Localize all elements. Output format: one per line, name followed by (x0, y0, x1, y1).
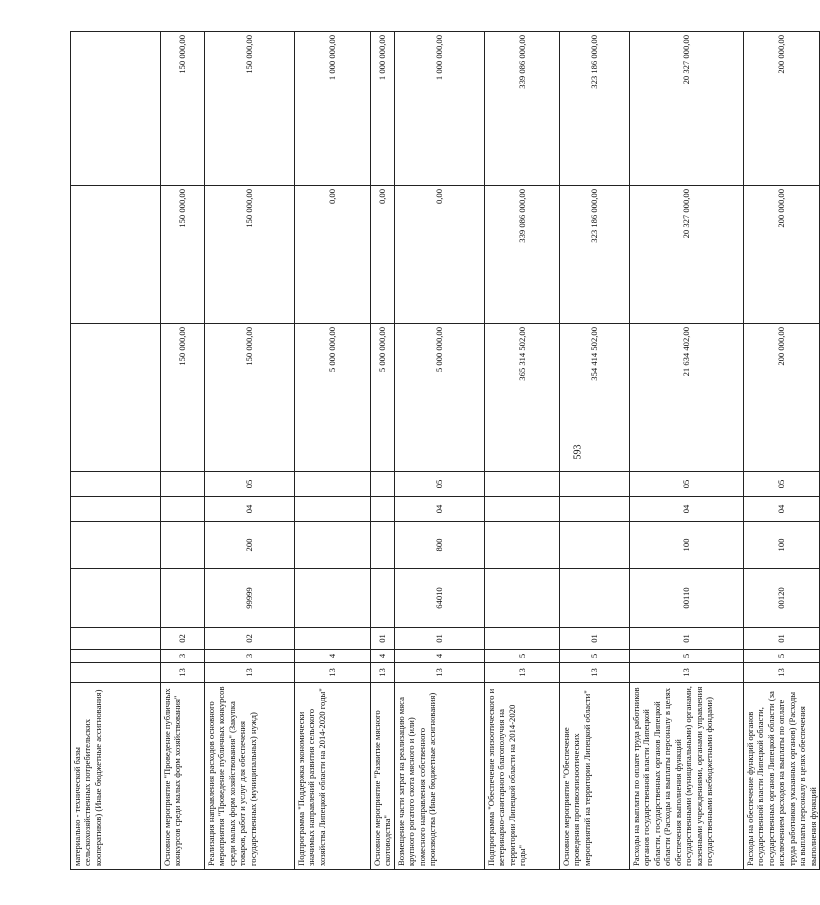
code-subsection: 05 (394, 472, 484, 497)
amount-year-2: 150 000,00 (161, 186, 205, 324)
code-event: 01 (743, 628, 819, 650)
code-section (295, 497, 371, 522)
code-subsection (71, 472, 161, 497)
amount-year-2: 150 000,00 (205, 186, 295, 324)
amount-year-3: 323 186 000,00 (559, 32, 629, 186)
table-row (71, 32, 161, 870)
amount-year-3: 20 327 000,00 (629, 32, 743, 186)
code-subsection (295, 472, 371, 497)
amount-year-1: 150 000,00 (205, 324, 295, 472)
amount-year-3: 1 000 000,00 (394, 32, 484, 186)
table-row (394, 32, 484, 870)
code-section: 04 (743, 497, 819, 522)
table-row (371, 32, 395, 870)
code-subsection: 05 (205, 472, 295, 497)
code-direction: 99999 (205, 569, 295, 628)
code-admin: 13 (394, 663, 484, 683)
amount-year-2: 0,00 (394, 186, 484, 324)
code-admin: 13 (161, 663, 205, 683)
code-event (484, 628, 559, 650)
code-subprogram: 3 (205, 650, 295, 663)
amount-year-2: 200 000,00 (743, 186, 819, 324)
code-direction: 64010 (394, 569, 484, 628)
amount-year-1: 5 000 000,00 (295, 324, 371, 472)
code-event: 01 (394, 628, 484, 650)
row-description: Расходы на выплаты по оплате труда работников органов государственной власти Липецкой области, государственных органов Липецкой области (Расходы на выплаты персоналу в целях обеспечения выполнения функций государственными (муниципальными) органами, казенными учреждениями, органами управления государственными внебюджетными фондами) (629, 683, 743, 870)
code-event (71, 628, 161, 650)
amount-year-3: 150 000,00 (205, 32, 295, 186)
amount-year-3: 1 000 000,00 (371, 32, 395, 186)
code-admin: 13 (629, 663, 743, 683)
code-subprogram: 4 (371, 650, 395, 663)
table-row (205, 32, 295, 870)
code-direction (484, 569, 559, 628)
table-row (161, 32, 205, 870)
code-admin: 13 (295, 663, 371, 683)
code-section (161, 497, 205, 522)
code-subsection (484, 472, 559, 497)
amount-year-3: 339 086 000,00 (484, 32, 559, 186)
code-direction (161, 569, 205, 628)
code-subprogram (71, 650, 161, 663)
code-admin: 13 (205, 663, 295, 683)
amount-year-2: 20 327 000,00 (629, 186, 743, 324)
amount-year-1: 200 000,00 (743, 324, 819, 472)
code-expense-type: 100 (743, 522, 819, 569)
code-subprogram: 5 (559, 650, 629, 663)
code-event: 01 (559, 628, 629, 650)
budget-table (70, 31, 820, 870)
code-expense-type (71, 522, 161, 569)
code-subsection (161, 472, 205, 497)
code-expense-type: 200 (205, 522, 295, 569)
row-description: материально - технической базы сельскохозяйственных потребительских кооперативов) (Иные бюджетные ассигнования) (71, 683, 161, 870)
code-subsection (371, 472, 395, 497)
amount-year-2: 323 186 000,00 (559, 186, 629, 324)
amount-year-2: 339 086 000,00 (484, 186, 559, 324)
row-description: Расходы на обеспечение функций органов государственной власти Липецкой области, государственных органов Липецкой области (за исключением расходов на выплаты по оплате труда работников указанных органов) (Расходы на выплаты персоналу в целях обеспечения выполнения функций (743, 683, 819, 870)
code-direction (295, 569, 371, 628)
amount-year-1: 21 634 402,00 (629, 324, 743, 472)
code-section (371, 497, 395, 522)
code-event: 02 (161, 628, 205, 650)
row-description: Основное мероприятие "Развитие мясного скотоводства" (371, 683, 395, 870)
table-row (295, 32, 371, 870)
row-description: Возмещение части затрат на реализацию мяса крупного рогатого скота мясного и (или) помесного направления собственного производства (Иные бюджетные ассигнования) (394, 683, 484, 870)
code-event: 01 (629, 628, 743, 650)
code-admin: 13 (371, 663, 395, 683)
code-event (295, 628, 371, 650)
code-direction (371, 569, 395, 628)
amount-year-1: 5 000 000,00 (394, 324, 484, 472)
amount-year-3: 200 000,00 (743, 32, 819, 186)
amount-year-1: 354 414 502,00 (559, 324, 629, 472)
code-expense-type (295, 522, 371, 569)
table-row (559, 32, 629, 870)
amount-year-1: 365 314 502,00 (484, 324, 559, 472)
code-subprogram: 5 (484, 650, 559, 663)
code-subprogram: 4 (295, 650, 371, 663)
table-row (743, 32, 819, 870)
code-section: 04 (629, 497, 743, 522)
code-expense-type (371, 522, 395, 569)
row-description: Основное мероприятие "Обеспечение проведения противоэпизоотических мероприятий на территории Липецкой области" (559, 683, 629, 870)
code-direction: 00110 (629, 569, 743, 628)
code-expense-type: 800 (394, 522, 484, 569)
amount-year-1: 5 000 000,00 (371, 324, 395, 472)
code-admin: 13 (559, 663, 629, 683)
code-expense-type: 100 (629, 522, 743, 569)
row-description: Реализация направления расходов основного мероприятия "Проведение публичных конкурсов среди малых форм хозяйствования" (Закупка товаров, работ и услуг для обеспечения государственных (муниципальных) нужд) (205, 683, 295, 870)
code-expense-type (161, 522, 205, 569)
code-section: 04 (394, 497, 484, 522)
code-subsection: 05 (629, 472, 743, 497)
code-section (484, 497, 559, 522)
code-subprogram: 5 (743, 650, 819, 663)
row-description: Основное мероприятие "Проведение публичных конкурсов среди малых форм хозяйствования" (161, 683, 205, 870)
code-event: 01 (371, 628, 395, 650)
code-subsection: 05 (743, 472, 819, 497)
amount-year-1: 150 000,00 (161, 324, 205, 472)
table-row (629, 32, 743, 870)
code-section (559, 497, 629, 522)
code-subsection (559, 472, 629, 497)
code-section: 04 (205, 497, 295, 522)
row-description: Подпрограмма "Поддержка экономически значимых направлений развития сельского хозяйства Липецкой области на 2014-2020 годы" (295, 683, 371, 870)
code-subprogram: 4 (394, 650, 484, 663)
code-direction (71, 569, 161, 628)
code-expense-type (559, 522, 629, 569)
code-admin: 13 (484, 663, 559, 683)
code-subprogram: 3 (161, 650, 205, 663)
amount-year-2: 0,00 (295, 186, 371, 324)
amount-year-2: 0,00 (371, 186, 395, 324)
code-admin (71, 663, 161, 683)
amount-year-1 (71, 324, 161, 472)
code-admin: 13 (743, 663, 819, 683)
code-direction: 00120 (743, 569, 819, 628)
page-number: 593 (572, 444, 584, 460)
table-row (484, 32, 559, 870)
amount-year-3: 150 000,00 (161, 32, 205, 186)
budget-table-body (71, 32, 820, 870)
amount-year-3 (71, 32, 161, 186)
code-subprogram: 5 (629, 650, 743, 663)
code-section (71, 497, 161, 522)
code-event: 02 (205, 628, 295, 650)
row-description: Подпрограмма "Обеспечение эпизоотического и ветеринарно-санитарного благополучия на территории Липецкой области на 2014-2020 годы" (484, 683, 559, 870)
code-expense-type (484, 522, 559, 569)
amount-year-3: 1 000 000,00 (295, 32, 371, 186)
code-direction (559, 569, 629, 628)
amount-year-2 (71, 186, 161, 324)
